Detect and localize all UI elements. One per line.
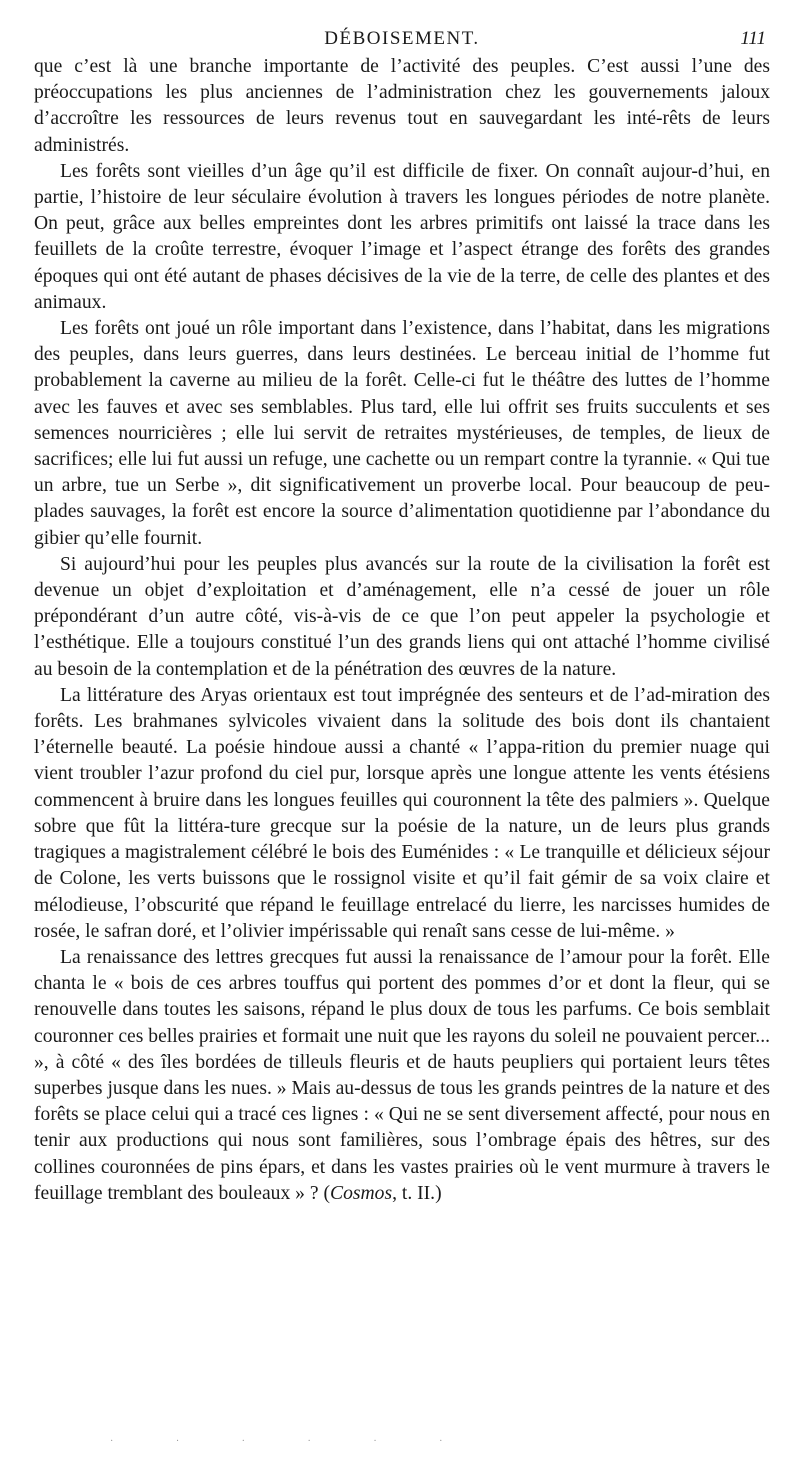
citation-rest: , t. II.)	[392, 1182, 442, 1204]
running-title: DÉBOISEMENT.	[324, 28, 480, 49]
book-page	[34, 28, 770, 1207]
citation-open: (	[323, 1182, 330, 1204]
paragraph-forest-age: Les forêts sont vieilles d’un âge qu’il est difficile de fixer. On connaît aujour-d’hui, en partie, l’histoire de leur séculaire évolution à travers les longues périodes de notre planète. On peut, grâce aux belles empreintes dont les arbres primitifs ont laissé la trace dans les feuillets de la croûte terrestre, évoquer l’image et l’aspect étrange des forêts des grandes époques qui ont été autant de phases décisives de la vie de la terre, de celle des plantes et des animaux.	[34, 160, 770, 313]
page-number: 111	[740, 28, 766, 49]
paragraph-renaissance-text: La renaissance des lettres grecques fut aussi la renaissance de l’amour pour la forêt. Elle chanta le « bois de ces arbres touffus qui portent des pommes d’or et dont la fleur, qui se renouvelle dans toutes les saisons, répand le plus doux de tous les parfums. Ce bois semblait couronner ces belles prairies et formait une nuit que les rayons du soleil ne pouvaient percer... », à côté « des îles bordées de tilleuls fleuris et de hauts peupliers qui portaient leurs têtes superbes jusque dans les nues. » Mais au-dessus de tous les grands peintres de la nature et des forêts se place celui qui a tracé ces lignes : « Qui ne se sent diversement affecté, pour nous en tenir aux productions qui nous sont familières, sous l’ombrage épais des hêtres, sur des collines couronnées de pins épars, et dans les vastes prairies où le vent murmure à travers le feuillage tremblant des bouleaux » ?	[34, 946, 770, 1204]
paragraph-civilisation: Si aujourd’hui pour les peuples plus avancés sur la route de la civilisation la forêt est devenue un objet d’exploitation et d’aménagement, elle n’a cessé de jouer un rôle prépondérant d’un autre côté, vis-à-vis de ce que l’on peut appeler la psychologie et l’esthétique. Elle a toujours constitué l’un des grands liens qui ont attaché l’homme civilisé au besoin de la contemplation et de la pénétration des œuvres de la nature.	[34, 553, 770, 680]
paragraph-renaissance	[34, 945, 770, 1207]
paragraph-literature: La littérature des Aryas orientaux est tout imprégnée des senteurs et de l’ad-miration des forêts. Les brahmanes sylvicoles vivaient dans la solitude des bois dont ils chantaient l’éternelle beauté. La poésie hindoue aussi a chanté « l’appa-rition du premier nuage qui vient troubler l’azur profond du ciel pur, lorsque après une longue attente les vents étésiens commencent à bruire dans les longues feuilles qui couronnent la tête des palmiers ». Quelque sobre que fût la littéra-ture grecque sur la poésie de la nature, un de leurs plus grands tragiques a magistralement célébré le bois des Euménides : « Le tranquille et délicieux séjour de Colone, les verts buissons que le rossignol visite et qu’il fait gémir de sa voix claire et mélodieuse, l’obscurité que répand le feuillage entrelacé du lierre, les narcisses humides de rosée, le safran doré, et l’olivier impérissable qui renaît sans cesse de lui-même. »	[34, 684, 770, 942]
paragraph-continued: que c’est là une branche importante de l’activité des peuples. C’est aussi l’une des préoccupations les plus anciennes de l’administration chez les gouvernements jaloux d’accroître les ressources de leurs revenus tout en sauvegardant les inté-rêts de leurs administrés.	[34, 56, 770, 156]
body-text	[34, 54, 770, 1207]
print-specks: · · · · · ·	[110, 1436, 473, 1447]
citation-work: Cosmos	[330, 1182, 393, 1204]
running-head	[34, 28, 770, 54]
paragraph-forest-role: Les forêts ont joué un rôle important dans l’existence, dans l’habitat, dans les migrations des peuples, dans leurs guerres, dans leurs destinées. Le berceau initial de l’homme fut probablement la caverne au milieu de la forêt. Celle-ci fut le théâtre des luttes de l’homme avec les fauves et avec ses semblables. Plus tard, elle lui offrit ses fruits succulents et ses semences nourricières ; elle lui servit de retraites mystérieuses, de temples, de lieux de sacrifices; elle lui fut aussi un refuge, une cachette ou un rempart contre la tyrannie. « Qui tue un arbre, tue un Serbe », dit significativement un proverbe local. Pour beaucoup de peu-plades sauvages, la forêt est encore la source d’alimentation quotidienne par l’abondance du gibier qu’elle fournit.	[34, 318, 770, 549]
